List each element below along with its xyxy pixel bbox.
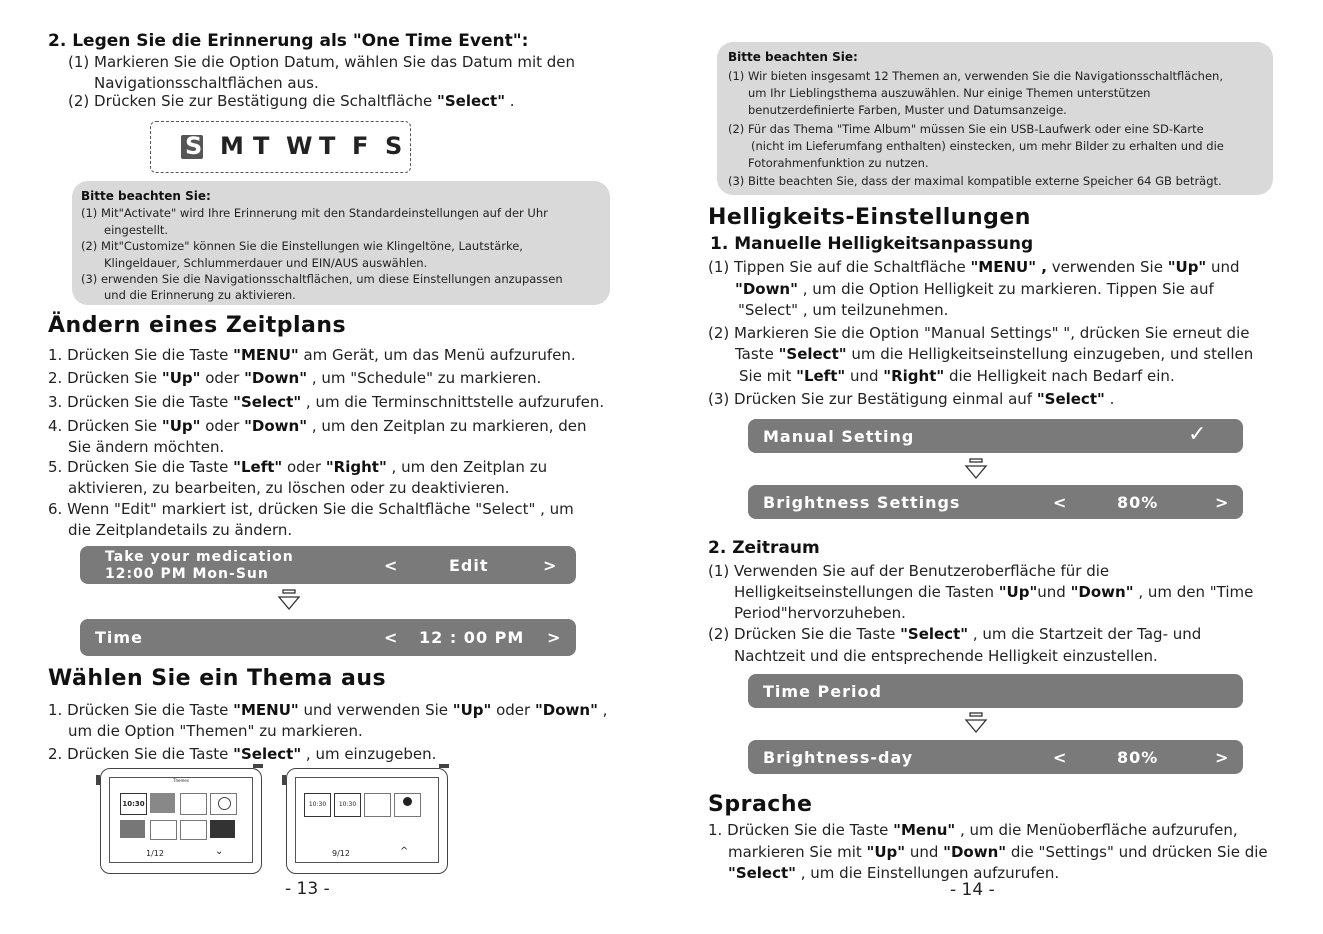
period-line-1: (1) Verwenden Sie auf der Benutzeroberfläche für die (708, 562, 1110, 580)
subheading-period: 2. Zeitraum (708, 538, 820, 558)
brightness-line-5: Taste "Select" um die Helligkeitseinstellung einzugeben, und stellen (735, 345, 1254, 363)
right-arrow-icon[interactable]: > (547, 628, 562, 647)
schedule-step-2: 2. Drücken Sie "Up" oder "Down" , um "Schedule" zu markieren. (48, 369, 542, 387)
weekday-monday[interactable]: M (220, 132, 244, 160)
note-line: eingestellt. (104, 223, 169, 237)
theme-tile[interactable] (150, 793, 175, 813)
language-line-3: "Select" , um die Einstellungen aufzurufen. (728, 864, 1060, 882)
language-line-2: markieren Sie mit "Up" und "Down" die "Settings" und drücken Sie die (728, 843, 1268, 861)
note-line: Klingeldauer, Schlummerdauer und EIN/AUS auswählen. (104, 256, 428, 270)
theme-tile-clock[interactable]: 10:30 (120, 793, 147, 815)
left-arrow-icon[interactable]: < (1053, 493, 1068, 512)
weekday-selector (150, 121, 411, 173)
schedule-step-4-cont: Sie ändern möchten. (68, 438, 225, 456)
note-line: benutzerdefinierte Farben, Muster und Datumsanzeige. (748, 103, 1067, 117)
schedule-step-3: 3. Drücken Sie die Taste "Select" , um die Terminschnittstelle aufzurufen. (48, 393, 605, 411)
chevron-down-icon[interactable]: ⌄ (215, 846, 224, 857)
down-arrow-icon (964, 712, 988, 734)
theme-tile[interactable] (394, 793, 421, 817)
chevron-up-icon[interactable]: ^ (400, 846, 409, 857)
time-period-bar[interactable] (748, 674, 1243, 708)
manual-setting-label: Manual Setting (763, 427, 915, 446)
subheading-manual: 1. Manuelle Helligkeitsanpassung (710, 234, 1034, 254)
reminder-line-2: Navigationsschaltflächen aus. (94, 74, 319, 92)
time-bar[interactable] (80, 619, 576, 656)
weekday-tuesday[interactable]: T (253, 132, 270, 160)
theme-tile[interactable] (180, 820, 207, 840)
time-label: Time (95, 628, 143, 647)
brightness-line-2: "Down" , um die Option Helligkeit zu markieren. Tippen Sie auf (735, 280, 1214, 298)
note-line: (2) Für das Thema "Time Album" müssen Sie ein USB-Laufwerk oder eine SD-Karte (728, 122, 1204, 136)
note-title: Bitte beachten Sie: (81, 189, 211, 203)
theme-tile[interactable] (364, 793, 391, 817)
language-line-1: 1. Drücken Sie die Taste "Menu" , um die Menüoberfläche aufzurufen, (708, 821, 1238, 839)
schedule-edit-bar[interactable] (80, 546, 576, 584)
brightness-value[interactable]: 80% (1117, 493, 1159, 512)
left-arrow-icon[interactable]: < (384, 628, 399, 647)
brightness-settings-label: Brightness Settings (763, 493, 961, 512)
device-screen (109, 777, 253, 863)
down-arrow-icon (964, 458, 988, 480)
theme-step-2: 2. Drücken Sie die Taste "Select" , um einzugeben. (48, 745, 437, 763)
device-theme-page-1 (100, 768, 262, 874)
theme-tile-clock[interactable]: 10:30 (334, 793, 361, 817)
brightness-line-4: (2) Markieren Sie die Option "Manual Settings" ", drücken Sie erneut die (708, 324, 1250, 342)
brightness-line-6: Sie mit "Left" und "Right" die Helligkeit nach Bedarf ein. (739, 367, 1175, 385)
note-line: (3) erwenden Sie die Navigationsschaltflächen, um diese Einstellungen anzupassen (81, 272, 563, 286)
screen-title: Themes (173, 778, 189, 783)
note-line: und die Erinnerung zu aktivieren. (104, 288, 296, 302)
theme-step-1: 1. Drücken Sie die Taste "MENU" und verwenden Sie "Up" oder "Down" , (48, 701, 608, 719)
schedule-step-6: 6. Wenn "Edit" markiert ist, drücken Sie die Schaltfläche "Select" , um (48, 500, 574, 518)
period-line-5: Nachtzeit und die entsprechende Helligkeit einzustellen. (734, 647, 1158, 665)
device-theme-page-9 (286, 768, 448, 874)
edit-option[interactable]: Edit (449, 556, 489, 575)
reminder-heading: 2. Legen Sie die Erinnerung als "One Time Event": (48, 31, 529, 51)
weekday-thursday[interactable]: T (319, 132, 336, 160)
schedule-step-4: 4. Drücken Sie "Up" oder "Down" , um den Zeitplan zu markieren, den (48, 417, 587, 435)
note-line: (1) Wir bieten insgesamt 12 Themen an, verwenden Sie die Navigationsschaltflächen, (728, 69, 1223, 83)
note-line: (2) Mit"Customize" können Sie die Einstellungen wie Klingeltöne, Lautstärke, (81, 239, 523, 253)
period-line-3: Period"hervorzuheben. (734, 604, 906, 622)
right-arrow-icon[interactable]: > (543, 556, 558, 575)
brightness-settings-bar[interactable] (748, 485, 1243, 519)
brightness-line-7: (3) Drücken Sie zur Bestätigung einmal auf "Select" . (708, 390, 1115, 408)
note-line: (3) Bitte beachten Sie, dass der maximal kompatible externe Speicher 64 GB beträgt. (728, 174, 1222, 188)
theme-tile[interactable] (120, 820, 145, 838)
left-arrow-icon[interactable]: < (1053, 748, 1068, 767)
manual-setting-bar[interactable] (748, 419, 1243, 453)
brightness-line-3: "Select" , um teilzunehmen. (738, 301, 949, 319)
section-heading-language: Sprache (708, 792, 813, 817)
weekday-sunday-selected[interactable]: S (185, 132, 203, 160)
brightness-day-bar[interactable] (748, 740, 1243, 774)
right-arrow-icon[interactable]: > (1215, 748, 1230, 767)
weekday-wednesday[interactable]: W (286, 132, 313, 160)
brightness-line-1: (1) Tippen Sie auf die Schaltfläche "MENU" , verwenden Sie "Up" und (708, 258, 1240, 276)
theme-tile[interactable] (210, 793, 237, 815)
schedule-step-5: 5. Drücken Sie die Taste "Left" oder "Right" , um den Zeitplan zu (48, 458, 548, 476)
time-period-label: Time Period (763, 682, 882, 701)
note-line: (1) Mit"Activate" wird Ihre Erinnerung mit den Standardeinstellungen auf der Uhr (81, 206, 548, 220)
page-indicator: 9/12 (332, 849, 350, 858)
period-line-4: (2) Drücken Sie die Taste "Select" , um die Startzeit der Tag- und (708, 625, 1202, 643)
weekday-friday[interactable]: F (352, 132, 369, 160)
down-arrow-icon (277, 589, 301, 611)
note-line: Fotorahmenfunktion zu nutzen. (748, 156, 929, 170)
theme-step-1-cont: um die Option "Themen" zu markieren. (68, 722, 363, 740)
brightness-day-label: Brightness-day (763, 748, 914, 767)
theme-tile[interactable] (180, 793, 207, 815)
page-number-right: - 14 - (950, 880, 995, 900)
schedule-step-6-cont: die Zeitplandetails zu ändern. (68, 521, 293, 539)
right-arrow-icon[interactable]: > (1215, 493, 1230, 512)
time-value[interactable]: 12 : 00 PM (419, 628, 525, 647)
note-line: (nicht im Lieferumfang enthalten) einstecken, um mehr Bilder zu erhalten und die (751, 139, 1224, 153)
device-screen (295, 777, 439, 863)
section-heading-brightness: Helligkeits-Einstellungen (708, 205, 1031, 230)
checkmark-icon[interactable]: ✓ (1188, 422, 1208, 447)
schedule-title: Take your medication (105, 549, 294, 565)
note-box-left (72, 181, 610, 305)
period-line-2: Helligkeitseinstellungen die Tasten "Up"und "Down" , um den "Time (734, 583, 1254, 601)
theme-tile[interactable] (210, 820, 235, 838)
schedule-time: 12:00 PM Mon-Sun (105, 566, 269, 582)
reminder-line-1: (1) Markieren Sie die Option Datum, wählen Sie das Datum mit den (68, 53, 576, 71)
schedule-step-1: 1. Drücken Sie die Taste "MENU" am Gerät, um das Menü aufzurufen. (48, 346, 576, 364)
weekday-letters (185, 132, 418, 160)
schedule-step-5-cont: aktivieren, zu bearbeiten, zu löschen oder zu deaktivieren. (68, 479, 510, 497)
theme-tile[interactable] (150, 820, 177, 840)
reminder-line-3: (2) Drücken Sie zur Bestätigung die Schaltfläche "Select" . (68, 92, 515, 110)
left-arrow-icon[interactable]: < (384, 556, 399, 575)
note-line: um Ihr Lieblingsthema auszuwählen. Nur einige Themen unterstützen (748, 86, 1151, 100)
section-heading-schedule: Ändern eines Zeitplans (48, 313, 347, 338)
section-heading-theme: Wählen Sie ein Thema aus (48, 666, 387, 691)
page-number-left: - 13 - (285, 879, 330, 899)
note-box-right (717, 42, 1273, 195)
page-indicator: 1/12 (146, 849, 164, 858)
theme-tile-clock[interactable]: 10:30 (304, 793, 331, 817)
weekday-saturday[interactable]: S (385, 132, 403, 160)
note-title: Bitte beachten Sie: (728, 50, 858, 64)
brightness-day-value[interactable]: 80% (1117, 748, 1159, 767)
